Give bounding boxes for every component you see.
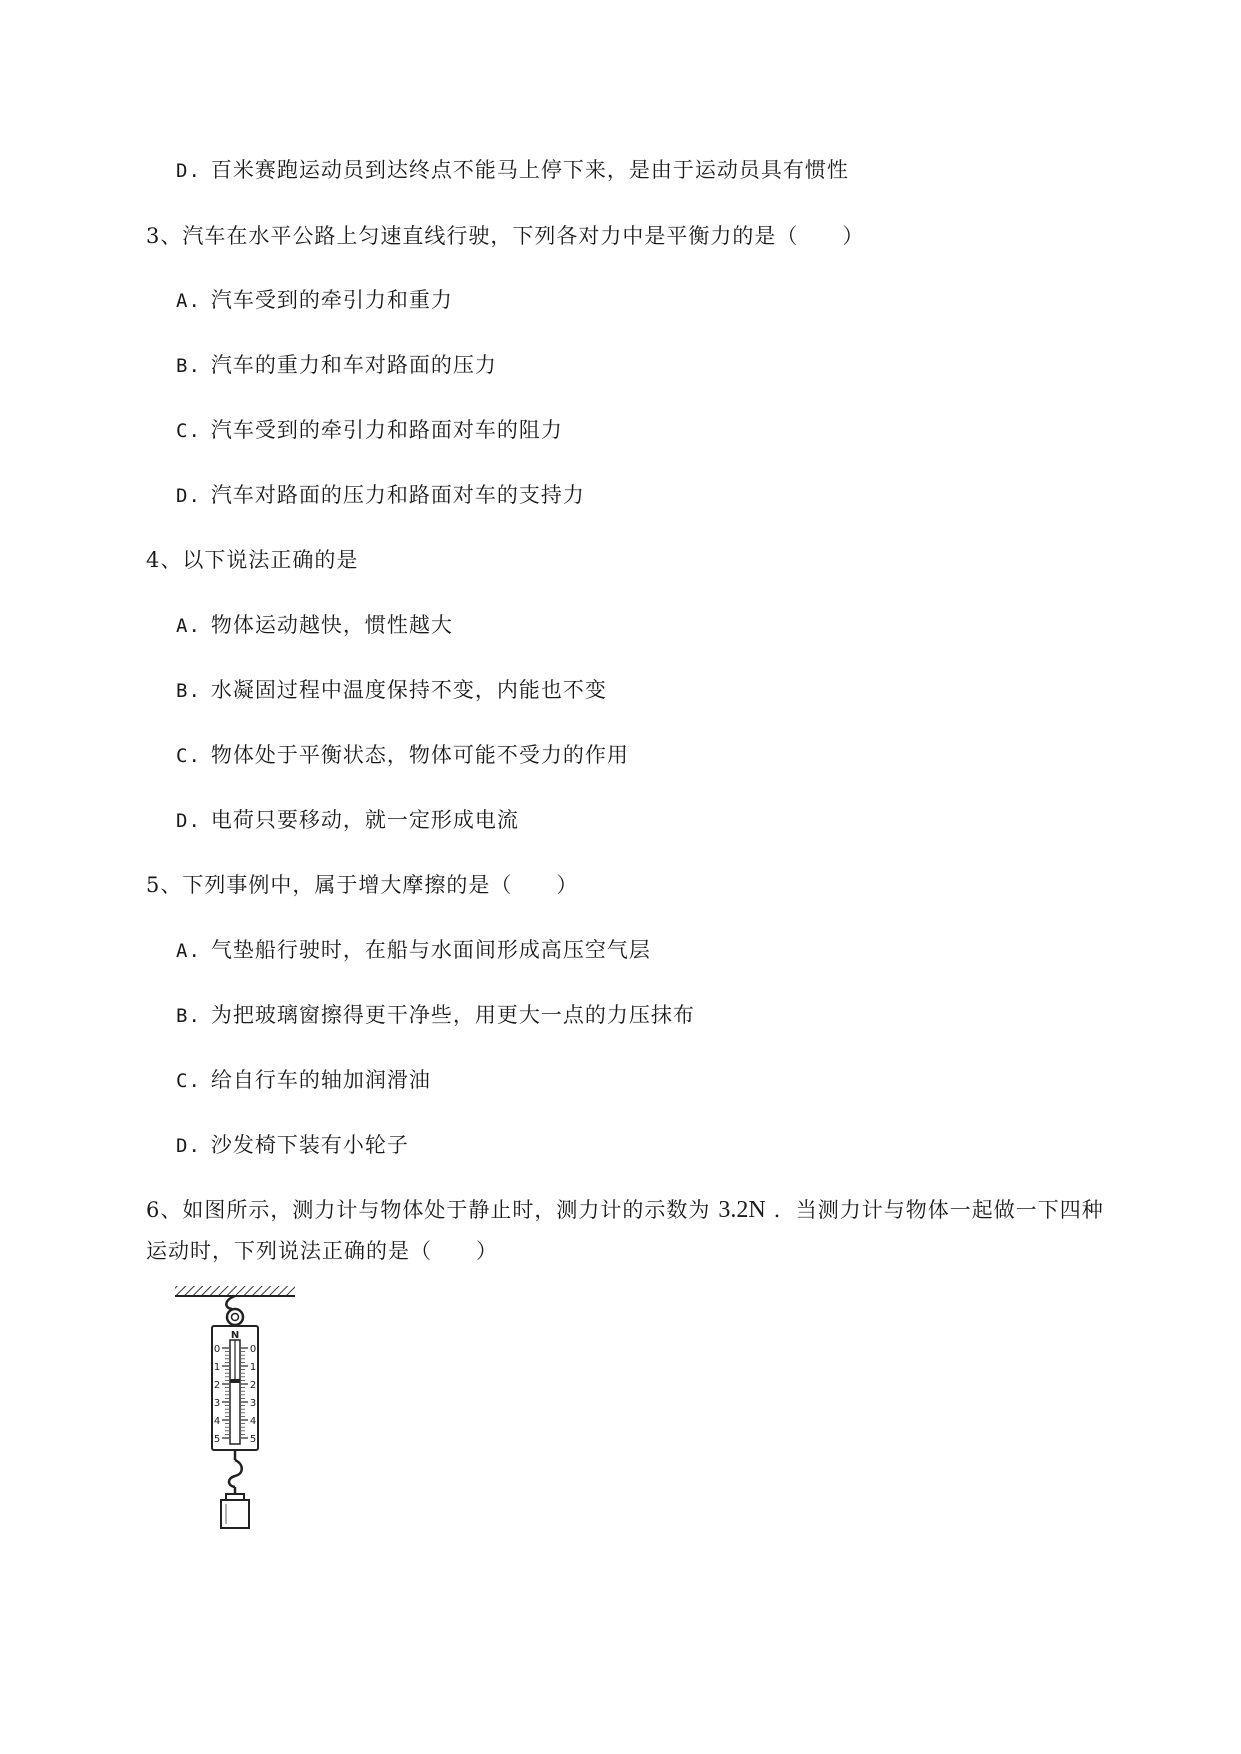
option-letter: D.: [176, 160, 201, 182]
option-text: 物体运动越快，惯性越大: [210, 613, 453, 637]
option-letter: D.: [176, 810, 201, 832]
question-6-stem-part2: ．当测力计与物体一起做一下四种: [773, 1198, 1104, 1222]
question-6-stem-line2: 运动时，下列说法正确的是（ ）: [146, 1239, 498, 1263]
question-3-option-d: [176, 481, 585, 510]
question-4-option-c: [176, 741, 629, 770]
question-4-stem: 4、以下说法正确的是: [146, 548, 359, 572]
question-3-option-a: [176, 286, 453, 315]
option-text: 汽车对路面的压力和路面对车的支持力: [210, 483, 585, 507]
option-letter: D.: [176, 485, 201, 507]
option-text: 物体处于平衡状态，物体可能不受力的作用: [210, 743, 629, 767]
option-letter: D.: [176, 1135, 201, 1157]
scale-label-right: 5: [249, 1434, 257, 1445]
option-text: 气垫船行驶时，在船与水面间形成高压空气层: [210, 938, 651, 962]
question-3-stem: 3、汽车在水平公路上匀速直线行驶，下列各对力中是平衡力的是（ ）: [146, 224, 865, 248]
option-text: 汽车受到的牵引力和重力: [210, 288, 453, 312]
option-letter: C.: [176, 1070, 201, 1092]
option-letter: C.: [176, 420, 201, 442]
scale-label-left: 3: [213, 1398, 221, 1409]
option-text: 电荷只要移动，就一定形成电流: [210, 808, 519, 832]
option-letter: A.: [176, 615, 201, 637]
scale-label-right: 1: [249, 1362, 257, 1373]
question-5-option-a: [176, 936, 651, 965]
option-text: 沙发椅下装有小轮子: [210, 1133, 409, 1157]
bottom-hook: [229, 1450, 242, 1494]
option-text: 汽车的重力和车对路面的压力: [210, 353, 497, 377]
question-5-option-b: [176, 1001, 695, 1030]
question-4-option-a: [176, 611, 453, 640]
question-5-stem: 5、下列事例中，属于增大摩擦的是（ ）: [146, 873, 579, 897]
question-4-option-d: [176, 806, 519, 835]
option-text: 为把玻璃窗擦得更干净些，用更大一点的力压抹布: [210, 1003, 695, 1027]
option-letter: B.: [176, 355, 201, 377]
scale-label-left: 4: [213, 1416, 221, 1427]
option-d-prev: [176, 156, 849, 185]
scale-label-right: 0: [249, 1344, 257, 1355]
question-6-stem-part1: 6、如图所示，测力计与物体处于静止时，测力计的示数为: [146, 1198, 711, 1222]
spring-scale-figure: [172, 1282, 304, 1542]
question-4-option-b: [176, 676, 607, 705]
option-text: 水凝固过程中温度保持不变，内能也不变: [210, 678, 607, 702]
option-letter: C.: [176, 745, 201, 767]
question-3-option-b: [176, 351, 497, 380]
top-hook: [226, 1296, 243, 1325]
option-letter: B.: [176, 680, 201, 702]
scale-label-right: 2: [249, 1380, 257, 1391]
hanging-weight: [221, 1494, 249, 1528]
option-letter: B.: [176, 1005, 201, 1027]
scale-label-right: 4: [249, 1416, 257, 1427]
option-letter: A.: [176, 290, 201, 312]
scale-label-left: 2: [213, 1380, 221, 1391]
ceiling-support: [175, 1286, 295, 1296]
question-3-option-c: [176, 416, 563, 445]
scale-label-left: 1: [213, 1362, 221, 1373]
question-5-option-c: [176, 1066, 431, 1095]
force-reading-value: 3.2N: [718, 1197, 766, 1223]
option-letter: A.: [176, 940, 201, 962]
question-5-option-d: [176, 1131, 409, 1160]
option-text: 百米赛跑运动员到达终点不能马上停下来，是由于运动员具有惯性: [210, 158, 849, 182]
question-6-stem: [146, 1196, 1104, 1224]
option-text: 汽车受到的牵引力和路面对车的阻力: [210, 418, 563, 442]
scale-label-left: 5: [213, 1434, 221, 1445]
option-text: 给自行车的轴加润滑油: [210, 1068, 431, 1092]
scale-label-right: 3: [249, 1398, 257, 1409]
unit-label: N: [230, 1330, 240, 1341]
scale-label-left: 0: [213, 1344, 221, 1355]
